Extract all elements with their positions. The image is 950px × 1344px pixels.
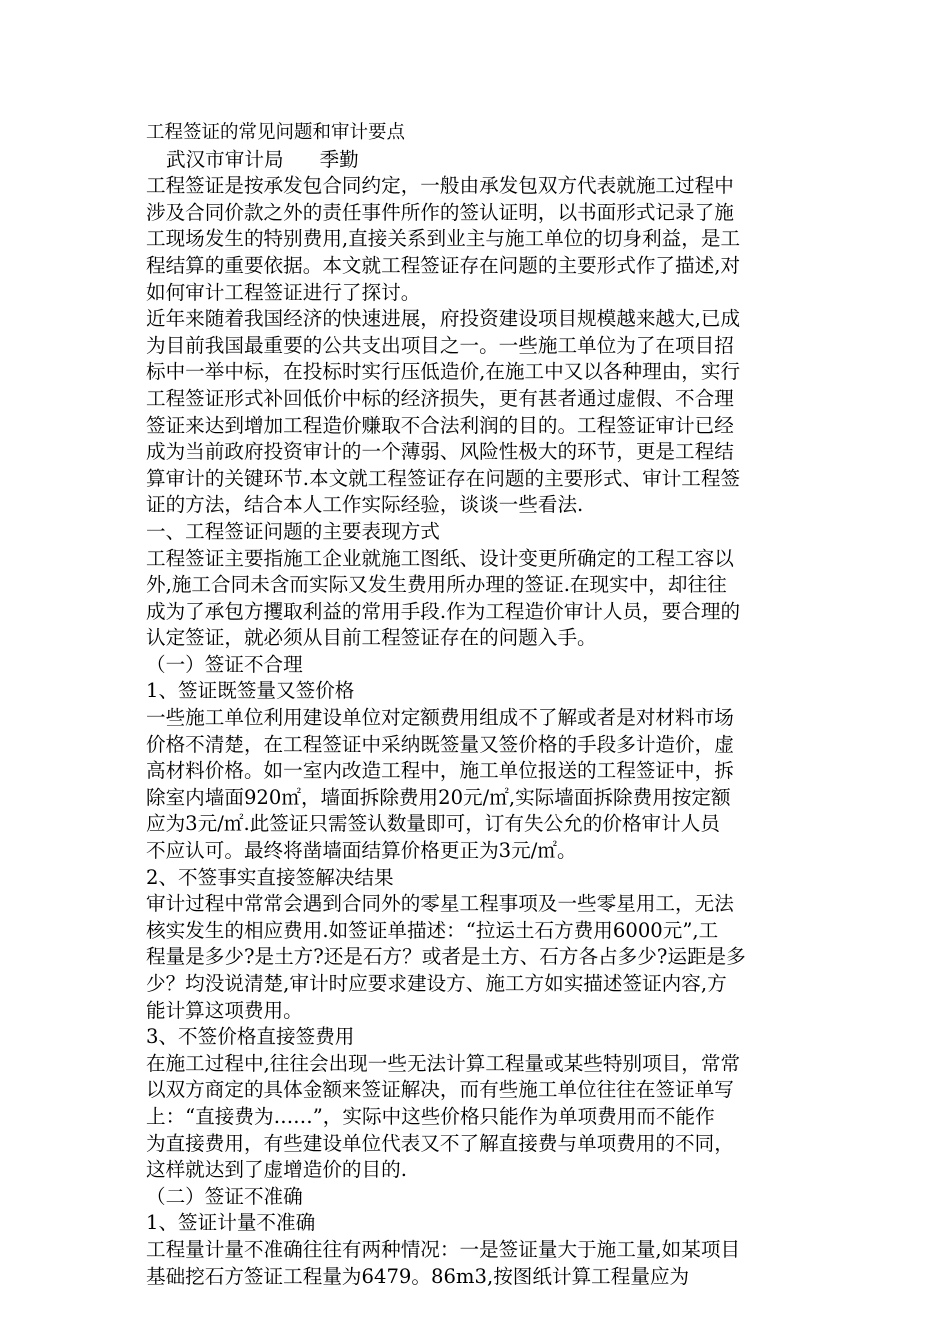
body-text-line: 成为了承包方攫取利益的常用手段.作为工程造价审计人员，要合理的 [146, 599, 741, 623]
body-text-line: 涉及合同价款之外的责任事件所作的签认证明，以书面形式记录了施 [146, 200, 734, 224]
body-text-line: 程量是多少?是土方?还是石方？或者是土方、石方各占多少?运距是多 [146, 945, 746, 969]
body-text-line: 少？均没说清楚,审计时应要求建设方、施工方如实描述签证内容,方 [146, 972, 727, 995]
body-text-line: 3、不签价格直接签费用 [146, 1025, 355, 1049]
body-text-line: 价格不清楚，在工程签证中采纳既签量又签价格的手段多计造价，虚 [146, 732, 734, 756]
body-text-line: 工程量计量不准确往往有两种情况：一是签证量大于施工量,如某项目 [146, 1237, 741, 1261]
body-text-line: 不应认可。最终将凿墙面结算价格更正为3元/㎡。 [146, 839, 577, 863]
document-title: 工程签证的常见问题和审计要点 [146, 122, 406, 143]
body-text-line: 标中一举中标，在投标时实行压低造价,在施工中又以各种理由，实行 [146, 360, 741, 384]
body-text-line: 高材料价格。如一室内改造工程中，施工单位报送的工程签证中，拆 [146, 759, 734, 783]
body-text-line: 证的方法，结合本人工作实际经验，谈谈一些看法. [146, 493, 584, 517]
body-text-line: 2、不签事实直接签解决结果 [146, 865, 394, 889]
body-text-line: 上：“直接费为……”，实际中这些价格只能作为单项费用而不能作 [146, 1104, 715, 1128]
body-text-line: 为直接费用，有些建设单位代表又不了解直接费与单项费用的不同， [146, 1131, 734, 1155]
body-text-line: 为目前我国最重要的公共支出项目之一。一些施工单位为了在项目招 [146, 333, 734, 357]
body-text-line: 工程签证形式补回低价中标的经济损失，更有甚者通过虚假、不合理 [146, 386, 734, 410]
body-text-line: 程结算的重要依据。本文就工程签证存在问题的主要形式作了描述,对 [146, 253, 741, 277]
body-text-line: 1、签证既签量又签价格 [146, 679, 355, 703]
body-text-line: （二）签证不准确 [146, 1184, 303, 1208]
body-text-line: 除室内墙面920㎡，墙面拆除费用20元/㎡,实际墙面拆除费用按定额 [146, 785, 731, 809]
author-line [146, 147, 806, 174]
body-text-line: 签证来达到增加工程造价赚取不合法利润的目的。工程签证审计已经 [146, 413, 734, 437]
body-text-line: 这样就达到了虚增造价的目的. [146, 1158, 407, 1182]
body-text-line: 工程签证是按承发包合同约定，一般由承发包双方代表就施工过程中 [146, 174, 734, 198]
body-text-line: 一些施工单位利用建设单位对定额费用组成不了解或者是对材料市场 [146, 706, 734, 730]
body-text-line: 以双方商定的具体金额来签证解决，而有些施工单位往往在签证单写 [146, 1078, 734, 1102]
body-text-line: 外,施工合同未含而实际又发生费用所办理的签证.在现实中，却往往 [146, 573, 727, 597]
body-text-line: 审计过程中常常会遇到合同外的零星工程事项及一些零星用工，无法 [146, 892, 734, 916]
body-text-line: 成为当前政府投资审计的一个薄弱、风险性极大的环节，更是工程结 [146, 440, 734, 464]
body-text-line: 应为3元/㎡.此签证只需签认数量即可，订有失公允的价格审计人员 [146, 812, 720, 836]
body-text-line: 在施工过程中,往往会出现一些无法计算工程量或某些特别项目，常常 [146, 1051, 741, 1075]
body-text-line: 认定签证，就必须从目前工程签证存在的问题入手。 [146, 626, 597, 650]
body-text-line: 一、工程签证问题的主要表现方式 [146, 519, 440, 543]
author-organization: 武汉市审计局 [166, 147, 284, 171]
body-text-line: 算审计的关键环节.本文就工程签证存在问题的主要形式、审计工程签 [146, 466, 741, 490]
body-text-line: （一）签证不合理 [146, 652, 303, 676]
author-name: 季勤 [319, 147, 359, 171]
body-text-line: 近年来随着我国经济的快速进展，府投资建设项目规模越来越大,已成 [146, 307, 741, 331]
body-text-line: 核实发生的相应费用.如签证单描述：“拉运土石方费用6000元”,工 [146, 918, 719, 942]
body-text-line: 1、签证计量不准确 [146, 1211, 316, 1235]
document-body [146, 173, 806, 1290]
body-text-line: 基础挖石方签证工程量为6479。86m3,按图纸计算工程量应为 [146, 1264, 690, 1288]
body-text-line: 工程签证主要指施工企业就施工图纸、设计变更所确定的工程工容以 [146, 546, 734, 570]
document-page [146, 120, 806, 1290]
body-text-line: 能计算这项费用。 [146, 998, 303, 1022]
body-text-line: 工现场发生的特别费用,直接关系到业主与施工单位的切身利益，是工 [146, 227, 741, 251]
body-text-line: 如何审计工程签证进行了探讨。 [146, 280, 421, 304]
